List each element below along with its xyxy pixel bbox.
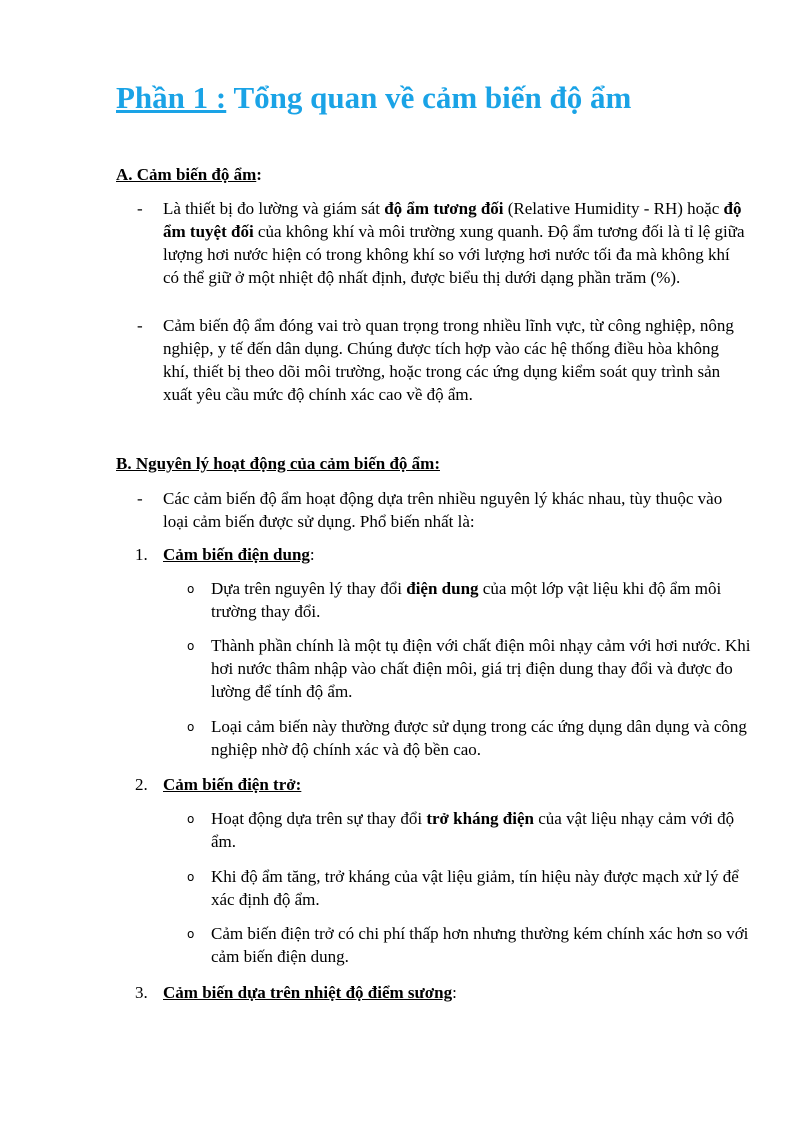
- list-item-2: 2. Cảm biến điện trở:: [135, 775, 302, 794]
- section-b-heading: B. Nguyên lý hoạt động của cảm biến độ ẩm:: [116, 454, 440, 473]
- dash-bullet: -: [137, 489, 143, 508]
- circle-bullet-icon: o: [187, 927, 195, 941]
- section-a-heading: A. Cảm biến độ ẩm:: [116, 165, 262, 184]
- item-text: Là thiết bị đo lường và giám sát độ ẩm tương đối (Relative Humidity - RH) hoặc độ ẩm tuyệt đối của không khí và môi trường xung quanh. Độ ẩm tương đối là tỉ lệ giữa lượng hơi nước hiện có trong không khí so với lượng hơi nước tối đa mà không khí có thể giữ ở một nhiệt độ nhất định, được biểu thị dưới dạng phần trăm (%).: [163, 199, 745, 287]
- page-title: [116, 80, 631, 116]
- circle-bullet-icon: o: [187, 812, 195, 826]
- circle-bullet-icon: o: [187, 870, 195, 884]
- circle-bullet-icon: o: [187, 720, 195, 734]
- circle-bullet-icon: o: [187, 639, 195, 653]
- dash-bullet: -: [137, 199, 143, 218]
- list-item-1: 1. Cảm biến điện dung:: [135, 545, 315, 564]
- dash-bullet: -: [137, 316, 143, 335]
- item-text: Các cảm biến độ ẩm hoạt động dựa trên nhiều nguyên lý khác nhau, tùy thuộc vào loại cảm biến được sử dụng. Phổ biến nhất là:: [163, 489, 723, 531]
- circle-bullet-icon: o: [187, 582, 195, 596]
- title-text: Tổng quan về cảm biến độ ẩm: [233, 80, 632, 115]
- title-prefix: Phần 1 :: [116, 80, 227, 115]
- item-text: Cảm biến độ ẩm đóng vai trò quan trọng trong nhiều lĩnh vực, từ công nghiệp, nông nghiệp, y tế đến dân dụng. Chúng được tích hợp vào các hệ thống điều hòa không khí, thiết bị theo dõi môi trường, hoặc trong các ứng dụng kiểm soát quy trình sản xuất yêu cầu mức độ chính xác cao về độ ẩm.: [163, 316, 734, 404]
- list-item-3: 3. Cảm biến dựa trên nhiệt độ điểm sương:: [135, 983, 457, 1002]
- document-page: Phần 1 : Tổng quan về cảm biến độ ẩm A. Cảm biến độ ẩm: - Là thiết bị đo lường và giám sát độ ẩm tương đối (Relative Humidity - RH) hoặc độ ẩm tuyệt đối của không khí và môi trường xung quanh. Độ ẩm tương đối là tỉ lệ giữa lượng hơi nước hiện có trong không khí so với lượng hơi nước tối đa mà không khí có thể giữ ở một nhiệt độ nhất định, được biểu thị dưới dạng phần trăm (%). - Cảm biến độ ẩm đóng vai trò quan trọng trong nhiều lĩnh vực, từ công nghiệp, nông nghiệp, y tế đến dân dụng. Chúng được tích hợp vào các hệ thống điều hòa không khí, thiết bị theo dõi môi trường, hoặc trong các ứng dụng kiểm soát quy trình sản xuất yêu cầu mức độ chính xác cao về độ ẩm. B. Nguyên lý hoạt động của cảm biến độ ẩm: - Các cảm biến độ ẩm hoạt động dựa trên nhiều nguyên lý khác nhau, tùy thuộc vào loại cảm biến được sử dụng. Phổ biến nhất là: 1. Cảm biến điện dung: o Dựa trên nguyên lý thay đổi điện dung của một lớp vật liệu khi độ ẩm môi trường thay đổi. o Thành phần chính là một tụ điện với chất điện môi nhạy cảm với hơi nước. Khi hơi nước thâm nhập vào chất điện môi, giá trị điện dung thay đổi và được đo lường để tính độ ẩm. o Loại cảm biến này thường được sử dụng trong các ứng dụng dân dụng và công nghiệp nhờ độ chính xác và độ bền cao. 2. Cảm biến điện trở: o Hoạt động dựa trên sự thay đổi trở kháng điện của vật liệu nhạy cảm với độ ẩm. o Khi độ ẩm tăng, trở kháng của vật liệu giảm, tín hiệu này được mạch xử lý để xác định độ ẩm. o Cảm biến điện trở có chi phí thấp hơn nhưng thường kém chính xác hơn so với cảm biến điện dung. 3. Cảm biến dựa trên nhiệt độ điểm sương:: [116, 80, 751, 1002]
